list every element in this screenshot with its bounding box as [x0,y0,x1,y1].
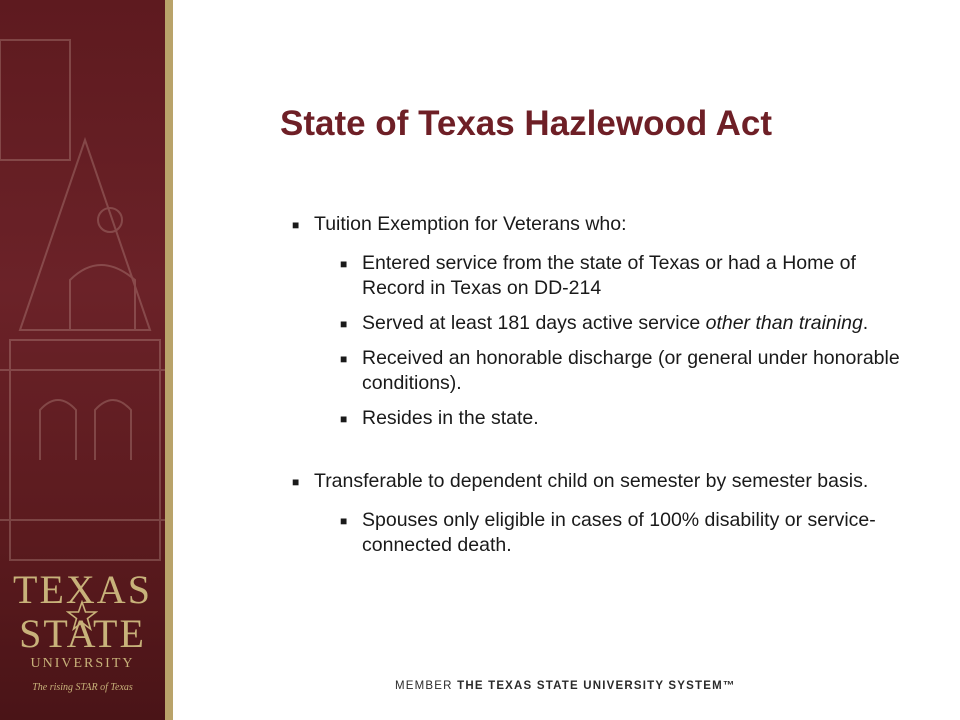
bullet-text: Entered service from the state of Texas or had a Home of Record in Texas on DD-214 [362,252,856,299]
square-bullet-icon: ■ [292,475,300,489]
square-bullet-icon: ■ [340,317,348,331]
logo-word-state: STATE [19,611,146,656]
bullet-text: Spouses only eligible in cases of 100% disability or service-connected death. [362,509,876,556]
square-bullet-icon: ■ [340,257,348,271]
square-bullet-icon: ■ [340,412,348,426]
bullet-text: Tuition Exemption for Veterans who: [314,213,627,235]
slide-title: State of Texas Hazlewood Act [280,104,773,143]
logo-tagline: The rising STAR of Texas [32,682,133,693]
bullet-text: Transferable to dependent child on semester by semester basis. [314,470,869,492]
bullet-item [290,469,910,494]
sub-bullet-item [338,251,910,301]
footer-system: THE TEXAS STATE UNIVERSITY SYSTEM™ [457,680,736,692]
footer-membership [395,680,736,692]
bullet-text-end: . [862,312,869,334]
bullet-emphasis: other than training [705,312,863,334]
sub-bullet-item [338,346,910,396]
texas-state-logo [0,567,165,693]
footer-member: MEMBER [395,680,453,692]
star-icon [66,600,98,632]
bullet-text: Resides in the state. [362,407,539,429]
bullet-list [290,212,910,568]
logo-university: UNIVERSITY [30,656,135,671]
square-bullet-icon: ■ [340,352,348,366]
square-bullet-icon: ■ [340,514,348,528]
sub-bullet-item [338,311,910,336]
bullet-text: Served at least 181 days active service [362,312,706,334]
sub-bullet-item [338,406,910,431]
sub-bullet-item [338,508,910,558]
bullet-item [290,212,910,237]
logo-word-texas: TEXAS [13,567,152,612]
square-bullet-icon: ■ [292,218,300,232]
sidebar-panel [0,0,165,720]
bullet-text: Received an honorable discharge (or general under honorable conditions). [362,347,900,394]
gold-divider [165,0,173,720]
